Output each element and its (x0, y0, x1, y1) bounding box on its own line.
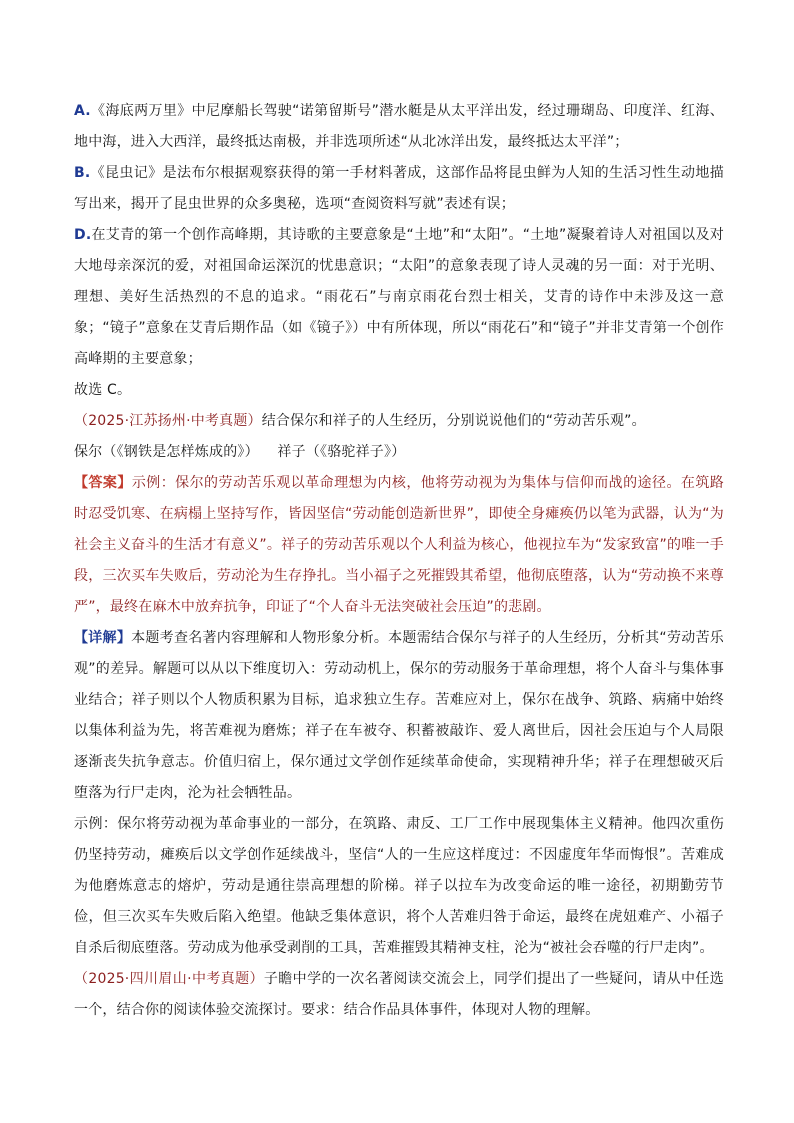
option-b-label: B. (74, 165, 91, 181)
option-d-paragraph (74, 220, 724, 375)
detail-paragraph (74, 623, 724, 809)
conclusion: 故选 C。 (74, 382, 132, 398)
option-a-label: A. (74, 103, 91, 119)
example-paragraph: 示例：保尔将劳动视为革命事业的一部分，在筑路、肃反、工厂工作中展现集体主义精神。他四次重伤仍坚持劳动，瘫痪后以文学创作延续战斗，坚信“人的一生应这样度过：不因虚度年华而悔恨”。苦难成为他磨炼意志的熔炉，劳动是通往崇高理想的阶梯。祥子以拉车为改变命运的唯一途径，初期勤劳节俭，但三次买车失败后陷入绝望。他缺乏集体意识，将个人苦难归咎于命运，最终在虎妞难产、小福子自杀后彻底堕落。劳动成为他承受剥削的工具，苦难摧毁其精神支柱，沦为“被社会吞噬的行尸走肉”。 (74, 816, 724, 956)
detail-tag: 【详解】 (74, 630, 132, 646)
question-2 (74, 964, 724, 1026)
option-b-text: 《昆虫记》是法布尔根据观察获得的第一手材料著成，这部作品将昆虫鲜为人知的生活习性生动地描写出来，揭开了昆虫世界的众多奥秘，选项“查阅资料写就”表述有误； (74, 165, 724, 212)
question-1-text: 结合保尔和祥子的人生经历，分别说说他们的“劳动苦乐观”。 (261, 413, 646, 429)
question-2-text: 子瞻中学的一次名著阅读交流会上，同学们提出了一些疑问，请从中任选一个，结合你的阅读体验交流探讨。要求：结合作品具体事件，体现对人物的理解。 (74, 971, 724, 1018)
answer-tag: 【答案】 (74, 475, 132, 491)
option-d-text: 在艾青的第一个创作高峰期，其诗歌的主要意象是“土地”和“太阳”。“土地”凝聚着诗人对祖国以及对大地母亲深沉的爱，对祖国命运深沉的忧患意识；“太阳”的意象表现了诗人灵魂的另一面：对于光明、理想、美好生活热烈的不息的追求。“雨花石”与南京雨花台烈士相关，艾青的诗作中未涉及这一意象；“镜子”意象在艾青后期作品（如《镜子》）中有所体现，所以“雨花石”和“镜子”并非艾青第一个创作高峰期的主要意象； (74, 227, 724, 367)
option-a-text: 《海底两万里》中尼摩船长驾驶“诺第留斯号”潜水艇是从太平洋出发，经过珊瑚岛、印度洋、红海、地中海，进入大西洋，最终抵达南极，并非选项所述“从北冰洋出发，最终抵达太平洋”； (74, 103, 724, 150)
answer-text: 示例：保尔的劳动苦乐观以革命理想为内核，他将劳动视为为集体与信仰而战的途径。在筑路时忍受饥寒、在病榻上坚持写作，皆因坚信“劳动能创造新世界”，即使全身瘫痪仍以笔为武器，认为“为社会主义奋斗的生活才有意义”。祥子的劳动苦乐观以个人利益为核心，他视拉车为“发家致富”的唯一手段，三次买车失败后，劳动沦为生存挣扎。当小福子之死摧毁其希望，他彻底堕落，认为“劳动换不来尊严”，最终在麻木中放弃抗争，印证了“个人奋斗无法突破社会压迫”的悲剧。 (74, 475, 724, 615)
detail-text: 本题考查名著内容理解和人物形象分析。本题需结合保尔与祥子的人生经历，分析其“劳动苦乐观”的差异。解题可以从以下维度切入：劳动动机上，保尔的劳动服务于革命理想，将个人奋斗与集体事业结合；祥子则以个人物质积累为目标，追求独立生存。苦难应对上，保尔在战争、筑路、病痛中始终以集体利益为先，将苦难视为磨炼；祥子在车被夺、积蓄被敲诈、爱人离世后，因社会压迫与个人局限逐渐丧失抗争意志。价值归宿上，保尔通过文学创作延续革命使命，实现精神升华；祥子在理想破灭后堕落为行尸走肉，沦为社会牺牲品。 (74, 630, 724, 801)
question-2-source: （2025·四川眉山·中考真题） (74, 971, 264, 987)
option-b-paragraph (74, 158, 724, 220)
answer-paragraph (74, 468, 724, 623)
question-1-sub: 保尔（《钢铁是怎样炼成的》） 祥子（《骆驼祥子》） (74, 444, 406, 460)
question-1 (74, 406, 724, 437)
option-a-paragraph (74, 96, 724, 158)
document-page (74, 96, 724, 1026)
question-1-source: （2025·江苏扬州·中考真题） (74, 413, 262, 429)
option-d-label: D. (74, 227, 92, 243)
